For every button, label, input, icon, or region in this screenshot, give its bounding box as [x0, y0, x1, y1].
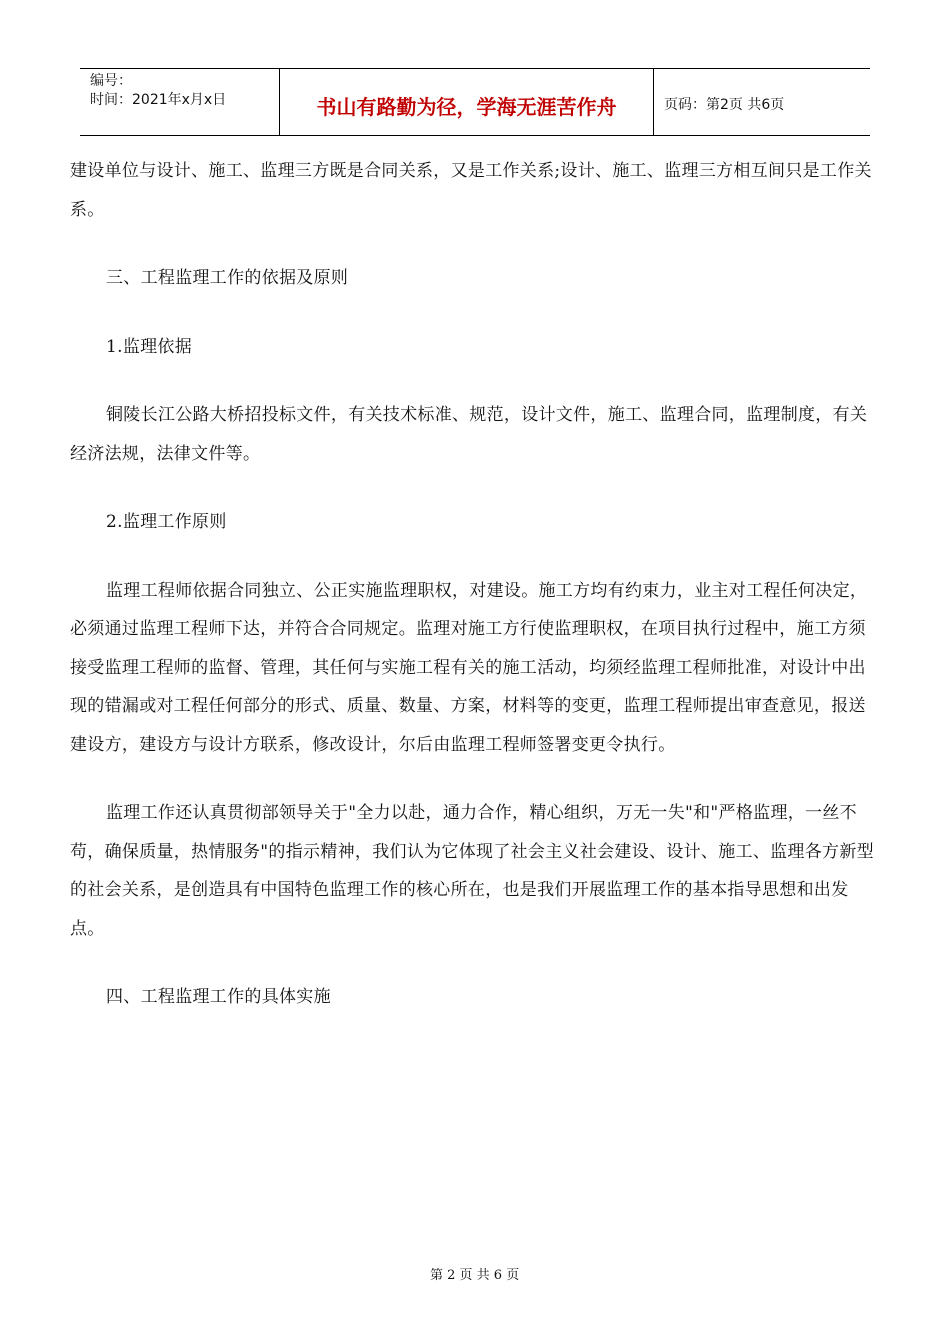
time-label: 时间：2021年x月x日: [90, 92, 227, 108]
header-meta: [80, 69, 280, 135]
number-label: 编号：: [90, 73, 132, 89]
section-heading-3: 三、工程监理工作的依据及原则: [106, 268, 349, 288]
section-heading-4: 四、工程监理工作的具体实施: [106, 987, 331, 1007]
subheading-principles: 2.监理工作原则: [106, 512, 227, 532]
header-page-code: 页码：第2页 共6页: [664, 97, 785, 113]
paragraph-relations: 建设单位与设计、施工、监理三方既是合同关系，又是工作关系;设计、施工、监理三方相互间只是工作关系。: [70, 161, 872, 220]
page-footer: 第 2 页 共 6 页: [430, 1268, 520, 1283]
page-header: [80, 68, 870, 136]
header-motto: 书山有路勤为径，学海无涯苦作舟: [280, 69, 654, 135]
paragraph-principles: 监理工程师依据合同独立、公正实施监理职权，对建设。施工方均有约束力，业主对工程任何决定，必须通过监理工程师下达，并符合合同规定。监理对施工方行使监理职权，在项目执行过程中，施工方须接受监理工程师的监督、管理，其任何与实施工程有关的施工活动，均须经监理工程师批准，对设计中出现的错漏或对工程任何部分的形式、质量、数量、方案，材料等的变更，监理工程师提出审查意见，报送建设方，建设方与设计方联系，修改设计，尔后由监理工程师签署变更令执行。: [70, 580, 868, 755]
subheading-basis: 1.监理依据: [106, 336, 193, 357]
document-body: [70, 152, 880, 1017]
paragraph-basis: 铜陵长江公路大桥招投标文件，有关技术标准、规范，设计文件，施工、监理合同，监理制度，有关经济法规，法律文件等。: [70, 405, 868, 464]
paragraph-guidance: 监理工作还认真贯彻部领导关于"全力以赴，通力合作，精心组织，万无一失"和"严格监理，一丝不苟，确保质量，热情服务"的指示精神，我们认为它体现了社会主义社会建设、设计、施工、监理各方新型的社会关系，是创造具有中国特色监理工作的核心所在，也是我们开展监理工作的基本指导思想和出发点。: [70, 803, 874, 939]
